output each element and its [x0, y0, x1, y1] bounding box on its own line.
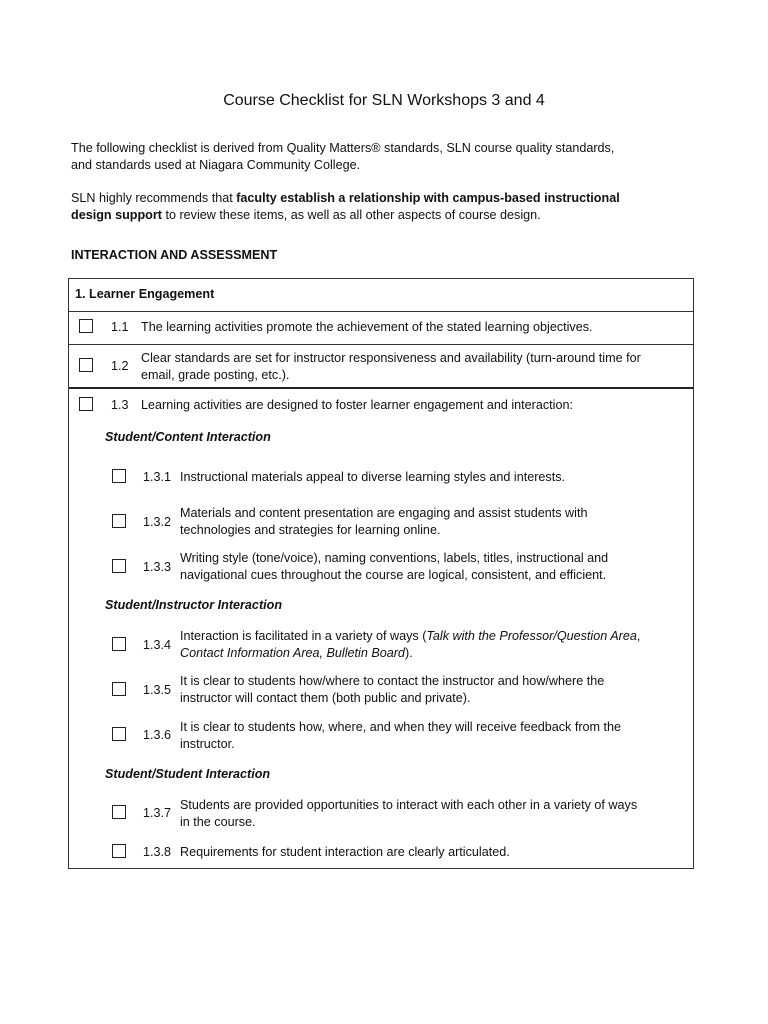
recommendation-bold-2: design support: [71, 208, 162, 222]
recommendation-prefix: SLN highly recommends that: [71, 191, 237, 205]
item-text-line: Writing style (tone/voice), naming conventions, labels, titles, instructional and: [180, 551, 609, 565]
item-number: 1.3.5: [143, 683, 172, 697]
checklist-table: [68, 278, 694, 869]
group-heading: 1. Learner Engagement: [75, 287, 215, 301]
checkbox-1-3-2[interactable]: [112, 514, 126, 528]
subheading-student-interaction: Student/Student Interaction: [105, 767, 271, 781]
item-text: [141, 350, 641, 384]
item-text-italic: Contact Information Area, Bulletin Board: [180, 646, 405, 660]
item-text-italic: Talk with the Professor/Question Area: [426, 629, 637, 643]
checkbox-1-3-5[interactable]: [112, 682, 126, 696]
item-number: 1.3.6: [143, 728, 172, 742]
item-text-line: instructor.: [180, 737, 235, 751]
checkbox-1-3-8[interactable]: [112, 844, 126, 858]
item-number: 1.3.7: [143, 806, 172, 820]
item-number: 1.3.2: [143, 515, 172, 529]
item-text-line: It is clear to students how/where to contact the instructor and how/where the: [180, 674, 605, 688]
item-text: The learning activities promote the achievement of the stated learning objectives.: [141, 320, 593, 334]
item-text-line: [180, 628, 640, 645]
intro-line-1: The following checklist is derived from Quality Matters® standards, SLN course quality standards,: [71, 141, 615, 155]
item-text-line: instructor will contact them (both public and private).: [180, 691, 471, 705]
item-text-segment: ).: [404, 646, 413, 660]
item-text-line: email, grade posting, etc.).: [141, 368, 290, 382]
item-text-line: technologies and strategies for learning online.: [180, 523, 441, 537]
checkbox-1-3-7[interactable]: [112, 805, 126, 819]
item-text: [180, 628, 640, 662]
item-text-line: navigational cues throughout the course are logical, consistent, and efficient.: [180, 568, 607, 582]
item-text: [180, 719, 621, 753]
item-number: 1.3.4: [143, 638, 172, 652]
item-number: 1.2: [111, 359, 129, 373]
item-text: [180, 505, 587, 539]
recommendation-line-2: [71, 207, 686, 224]
item-number: 1.3: [111, 398, 129, 412]
checkbox-1-2[interactable]: [79, 358, 93, 372]
checkbox-1-3[interactable]: [79, 397, 93, 411]
row-divider: [69, 387, 693, 389]
item-text-line: in the course.: [180, 815, 256, 829]
item-number: 1.3.3: [143, 560, 172, 574]
item-text: [180, 550, 608, 584]
subheading-instructor-interaction: Student/Instructor Interaction: [105, 598, 283, 612]
recommendation-paragraph: [71, 190, 686, 224]
page-title: Course Checklist for SLN Workshops 3 and 4: [223, 92, 545, 109]
item-text-segment: ,: [636, 629, 641, 643]
item-text-line: [180, 645, 640, 662]
item-number: 1.1: [111, 320, 129, 334]
item-text-line: Clear standards are set for instructor responsiveness and availability (turn-around time for: [141, 351, 641, 365]
item-text: [180, 797, 637, 831]
section-heading: INTERACTION AND ASSESSMENT: [71, 248, 278, 262]
row-divider: [69, 344, 693, 345]
checkbox-1-3-1[interactable]: [112, 469, 126, 483]
item-text: Requirements for student interaction are clearly articulated.: [180, 845, 510, 859]
recommendation-line-1: [71, 190, 686, 207]
item-text-segment: Interaction is facilitated in a variety of ways (: [180, 629, 427, 643]
checkbox-1-3-3[interactable]: [112, 559, 126, 573]
checkbox-1-3-6[interactable]: [112, 727, 126, 741]
item-text-line: It is clear to students how, where, and when they will receive feedback from the: [180, 720, 622, 734]
item-text: Instructional materials appeal to diverse learning styles and interests.: [180, 470, 566, 484]
item-text-line: Students are provided opportunities to interact with each other in a variety of ways: [180, 798, 638, 812]
subheading-content-interaction: Student/Content Interaction: [105, 430, 271, 444]
recommendation-bold-1: faculty establish a relationship with campus-based instructional: [236, 191, 620, 205]
row-divider: [69, 311, 693, 312]
intro-line-2: and standards used at Niagara Community College.: [71, 158, 361, 172]
checkbox-1-3-4[interactable]: [112, 637, 126, 651]
item-number: 1.3.8: [143, 845, 172, 859]
item-number: 1.3.1: [143, 470, 172, 484]
item-text-line: Materials and content presentation are engaging and assist students with: [180, 506, 588, 520]
intro-paragraph: [71, 140, 686, 174]
item-text: [180, 673, 604, 707]
checkbox-1-1[interactable]: [79, 319, 93, 333]
item-text: Learning activities are designed to foster learner engagement and interaction:: [141, 398, 573, 412]
recommendation-suffix: to review these items, as well as all other aspects of course design.: [161, 208, 541, 222]
